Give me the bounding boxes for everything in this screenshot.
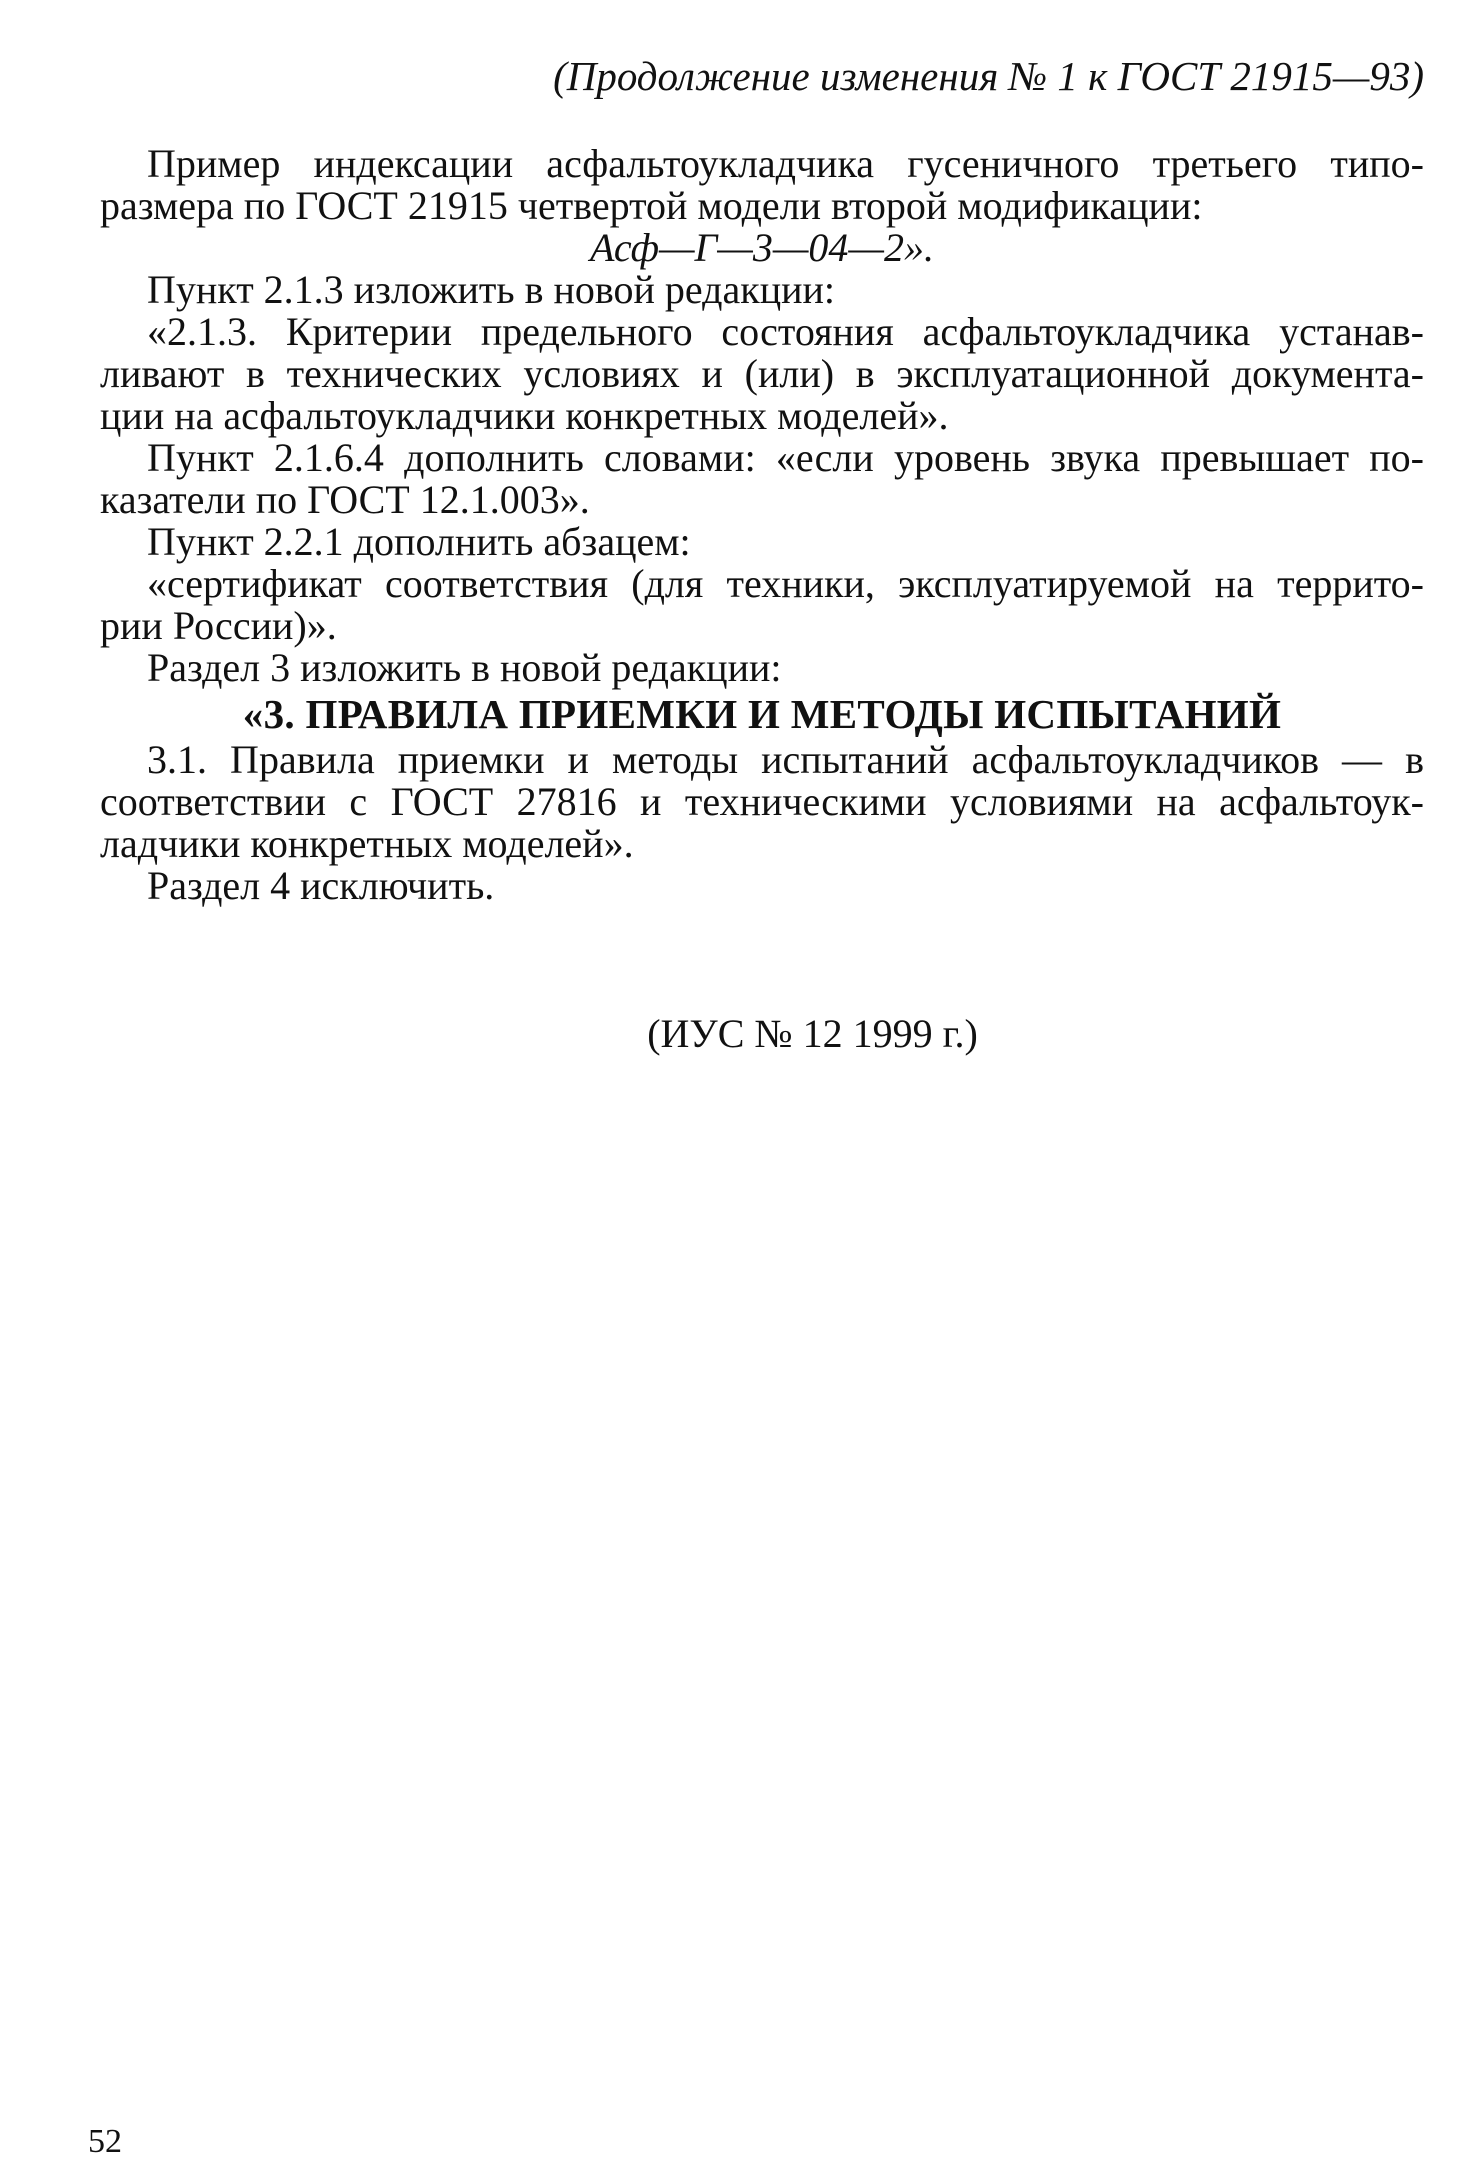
item-2-1-3-intro: Пункт 2.1.3 изложить в новой редакции: — [147, 267, 836, 312]
designation-formula: Асф—Г—3—04—2». — [589, 225, 934, 270]
item-2-1-3-line-1: «2.1.3. Критерии предельного состояния асфальтоукладчика устанав- — [147, 309, 1424, 354]
page-number: 52 — [88, 2123, 122, 2160]
section-3-line-2: соответствии с ГОСТ 27816 и техническими условиями на асфальтоук- — [100, 779, 1424, 824]
item-2-2-1-line-1: «сертификат соответствия (для техники, эксплуатируемой на террито- — [147, 561, 1424, 606]
item-2-1-3-line-2: ливают в технических условиях и (или) в эксплуатационной документа- — [100, 351, 1424, 396]
section-3-line-1: 3.1. Правила приемки и методы испытаний асфальтоукладчиков — в — [147, 737, 1424, 782]
item-2-2-1-line-2: рии России)». — [100, 603, 337, 648]
section-4-note: Раздел 4 исключить. — [147, 863, 495, 908]
item-2-1-6-4-line-1: Пункт 2.1.6.4 дополнить словами: «если уровень звука превышает по- — [147, 435, 1424, 480]
example-line-2: размера по ГОСТ 21915 четвертой модели второй модификации: — [100, 183, 1203, 228]
item-2-1-6-4-line-2: казатели по ГОСТ 12.1.003». — [100, 477, 590, 522]
item-2-2-1-intro: Пункт 2.2.1 дополнить абзацем: — [147, 519, 691, 564]
section-3-intro: Раздел 3 изложить в новой редакции: — [147, 645, 782, 690]
section-3-line-3: ладчики конкретных моделей». — [100, 821, 634, 866]
example-line-1: Пример индексации асфальтоукладчика гусеничного третьего типо- — [147, 141, 1424, 186]
section-3-heading: «3. ПРАВИЛА ПРИЕМКИ И МЕТОДЫ ИСПЫТАНИЙ — [242, 691, 1282, 737]
running-header: (Продолжение изменения № 1 к ГОСТ 21915—93) — [553, 53, 1424, 99]
body-text — [100, 143, 1424, 907]
ius-reference: (ИУС № 12 1999 г.) — [647, 1011, 978, 1056]
item-2-1-3-line-3: ции на асфальтоукладчики конкретных моделей». — [100, 393, 949, 438]
